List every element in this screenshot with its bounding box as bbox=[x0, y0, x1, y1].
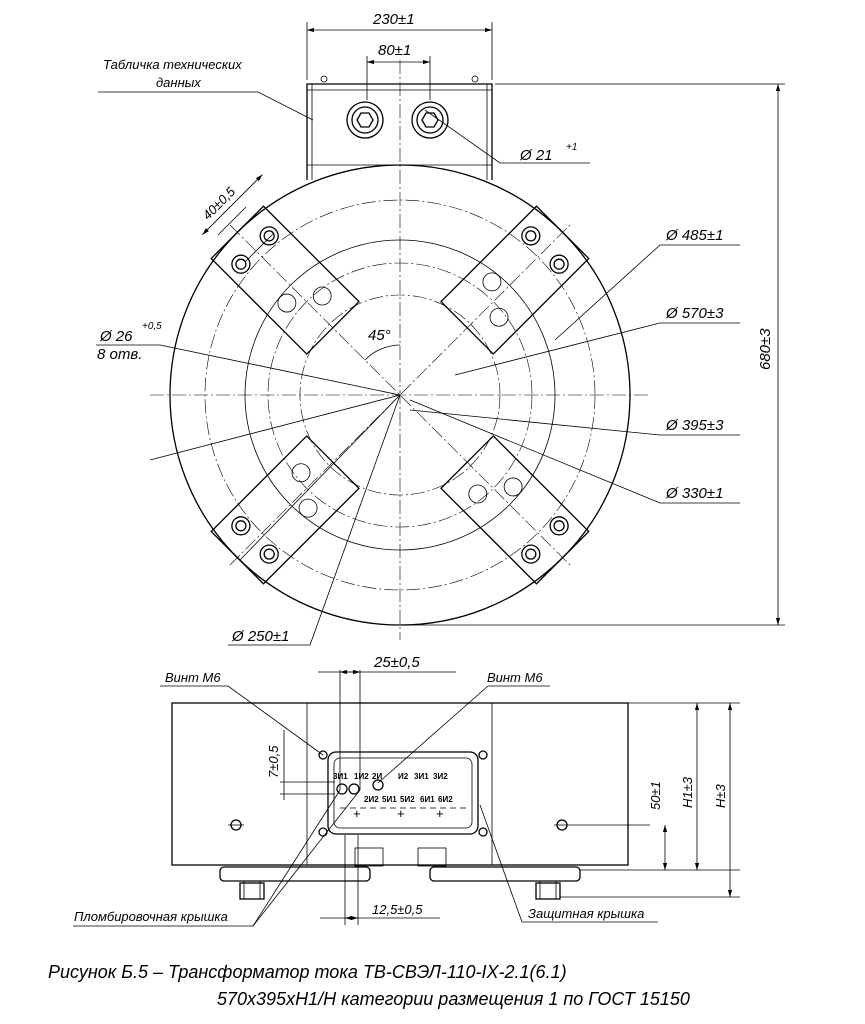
top-view bbox=[96, 11, 785, 645]
terminal-top-3: И2 bbox=[398, 772, 409, 781]
phi-26-tolerance: +0,5 bbox=[142, 321, 162, 332]
front-body bbox=[172, 703, 628, 865]
holes-8-label: 8 отв. bbox=[97, 346, 143, 363]
terminal-bottom-2: 5И2 bbox=[400, 795, 415, 804]
protective-cover-label: Защитная крышка bbox=[528, 906, 645, 921]
phi-26-label: Ø 26 bbox=[100, 328, 133, 345]
phi-485-label: Ø 485±1 bbox=[666, 227, 724, 244]
terminal-bottom-4: 6И2 bbox=[438, 795, 453, 804]
seal-cover-label: Пломбировочная крышка bbox=[74, 909, 228, 924]
caption-line-2: 570x395xH1/H категории размещения 1 по ГОСТ 15150 bbox=[217, 989, 690, 1009]
svg-text:+: + bbox=[353, 806, 361, 821]
nameplate-label-2: данных bbox=[156, 75, 201, 90]
screw-right-label: Винт М6 bbox=[487, 670, 543, 685]
dim-h: H±3 bbox=[713, 784, 728, 808]
terminal-left bbox=[347, 102, 383, 138]
svg-text:+: + bbox=[436, 806, 444, 821]
dim-25: 25±0,5 bbox=[374, 654, 420, 671]
terminal-bottom-1: 5И1 bbox=[382, 795, 397, 804]
phi-21-label: Ø 21 bbox=[520, 147, 553, 164]
phi-250-label: Ø 250±1 bbox=[232, 628, 290, 645]
nameplate-label-1: Табличка технических bbox=[103, 57, 242, 72]
front-view bbox=[73, 654, 740, 926]
terminal-top-2: 2И bbox=[372, 772, 383, 781]
screw-left-label: Винт М6 bbox=[165, 670, 221, 685]
dim-40: 40±0,5 bbox=[199, 184, 239, 223]
dim-h1: H1±3 bbox=[680, 777, 695, 808]
angle-45: 45° bbox=[368, 327, 391, 344]
phi-330-label: Ø 330±1 bbox=[666, 485, 724, 502]
dim-80: 80±1 bbox=[378, 42, 412, 59]
dim-230: 230±1 bbox=[373, 11, 415, 28]
svg-text:+: + bbox=[397, 806, 405, 821]
phi-395-label: Ø 395±3 bbox=[666, 417, 724, 434]
terminal-top-1: 1И2 bbox=[354, 772, 369, 781]
terminal-top-0: 3И1 bbox=[333, 772, 348, 781]
dim-680: 680±3 bbox=[757, 328, 774, 370]
terminal-top-4: 3И1 bbox=[414, 772, 429, 781]
dim-50: 50±1 bbox=[648, 781, 663, 810]
terminal-bottom-0: 2И2 bbox=[364, 795, 379, 804]
dim-12-5: 12,5±0,5 bbox=[372, 902, 423, 917]
terminal-bottom-3: 6И1 bbox=[420, 795, 435, 804]
phi-570-label: Ø 570±3 bbox=[666, 305, 724, 322]
terminal-top-5: 3И2 bbox=[433, 772, 448, 781]
phi-21-tolerance: +1 bbox=[566, 142, 578, 153]
terminal-right bbox=[412, 102, 448, 138]
dim-7: 7±0,5 bbox=[266, 745, 281, 778]
caption-line-1: Рисунок Б.5 – Трансформатор тока ТВ-СВЭЛ-110-IX-2.1(6.1) bbox=[48, 962, 567, 982]
